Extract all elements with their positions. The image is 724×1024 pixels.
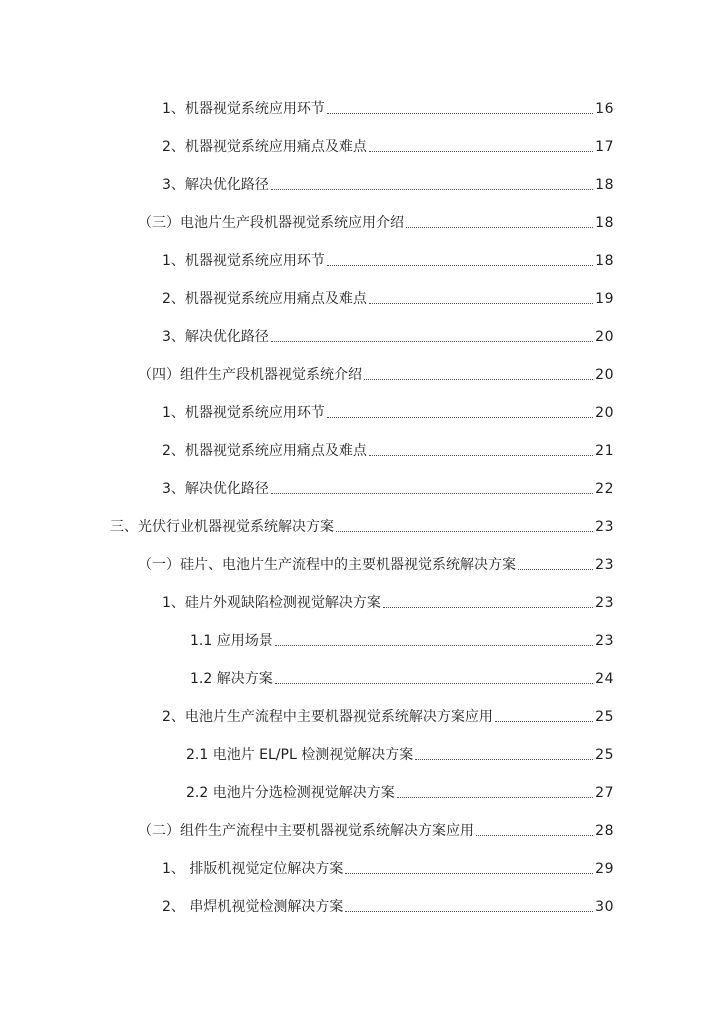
toc-entry[interactable] [138,552,614,574]
toc-dot-leader [336,531,593,532]
toc-dot-leader [327,265,593,266]
toc-entry-page: 18 [595,253,614,269]
toc-entry-page: 24 [595,671,614,687]
toc-entry-page: 21 [595,443,614,459]
toc-entry-label: （一）硅片、电池片生产流程中的主要机器视觉系统解决方案 [138,557,516,573]
toc-entry-page: 29 [595,861,614,877]
toc-entry-label: 三、光伏行业机器视觉系统解决方案 [110,519,334,535]
toc-dot-leader [369,303,593,304]
toc-dot-leader [327,417,593,418]
toc-dot-leader [275,683,593,684]
toc-entry-page: 19 [595,291,614,307]
toc-dot-leader [271,189,593,190]
toc-entry-page: 18 [595,215,614,231]
toc-dot-leader [406,227,593,228]
toc-entry-page: 20 [595,367,614,383]
toc-dot-leader [275,645,593,646]
toc-entry[interactable] [190,628,614,650]
toc-dot-leader [383,607,593,608]
toc-entry-page: 20 [595,405,614,421]
toc-entry-label: （二）组件生产流程中主要机器视觉系统解决方案应用 [138,823,474,839]
toc-entry-page: 27 [595,785,614,801]
toc-entry[interactable] [162,704,614,726]
toc-entry[interactable] [186,780,614,802]
toc-entry-page: 17 [595,139,614,155]
toc-entry-page: 28 [595,823,614,839]
toc-dot-leader [397,797,593,798]
toc-dot-leader [369,455,593,456]
toc-entry-label: 2.1 电池片 EL/PL 检测视觉解决方案 [186,747,414,763]
toc-dot-leader [476,835,593,836]
toc-entry[interactable] [110,514,614,536]
toc-entry[interactable] [162,856,614,878]
toc-entry-page: 23 [595,519,614,535]
toc-entry[interactable] [162,134,614,156]
toc-entry[interactable] [162,172,614,194]
toc-entry-label: 2.2 电池片分选检测视觉解决方案 [186,785,395,801]
toc-entry-page: 20 [595,329,614,345]
toc-entry-label: 2、机器视觉系统应用痛点及难点 [162,291,367,307]
toc-entry[interactable] [162,248,614,270]
toc-entry[interactable] [162,400,614,422]
toc-entry[interactable] [186,742,614,764]
toc-entry[interactable] [162,590,614,612]
toc-entry-page: 18 [595,177,614,193]
toc-dot-leader [345,911,593,912]
toc-entry-label: 2、电池片生产流程中主要机器视觉系统解决方案应用 [162,709,493,725]
toc-entry[interactable] [162,476,614,498]
toc-entry[interactable] [162,324,614,346]
toc-entry[interactable] [162,894,614,916]
toc-entry[interactable] [162,96,614,118]
toc-entry-page: 22 [595,481,614,497]
toc-entry-label: 1.1 应用场景 [190,633,273,649]
toc-entry-label: 1、硅片外观缺陷检测视觉解决方案 [162,595,381,611]
toc-entry[interactable] [138,362,614,384]
toc-dot-leader [415,759,593,760]
toc-entry[interactable] [138,210,614,232]
toc-dot-leader [369,151,593,152]
toc-entry-label: 2、机器视觉系统应用痛点及难点 [162,443,367,459]
toc-entry[interactable] [162,438,614,460]
toc-entry-label: （四）组件生产段机器视觉系统介绍 [138,367,362,383]
toc-dot-leader [345,873,593,874]
toc-entry[interactable] [138,818,614,840]
toc-entry-label: 3、解决优化路径 [162,329,269,345]
toc-dot-leader [518,569,593,570]
toc-entry-page: 25 [595,709,614,725]
toc-entry-label: 1、机器视觉系统应用环节 [162,253,325,269]
toc-dot-leader [327,113,593,114]
toc-entry-label: （三）电池片生产段机器视觉系统应用介绍 [138,215,404,231]
toc-entry-label: 3、解决优化路径 [162,177,269,193]
toc-entry[interactable] [162,286,614,308]
toc-dot-leader [271,341,593,342]
toc-dot-leader [364,379,593,380]
toc-entry-label: 3、解决优化路径 [162,481,269,497]
toc-entry-page: 25 [595,747,614,763]
toc-entry-page: 23 [595,633,614,649]
toc-dot-leader [271,493,593,494]
toc-entry-label: 1、机器视觉系统应用环节 [162,405,325,421]
toc-entry-page: 30 [595,899,614,915]
toc-entry[interactable] [190,666,614,688]
toc-entry-page: 16 [595,101,614,117]
toc-entry-label: 2、 串焊机视觉检测解决方案 [162,899,344,915]
toc-entry-page: 23 [595,595,614,611]
toc-entry-page: 23 [595,557,614,573]
toc-entry-label: 2、机器视觉系统应用痛点及难点 [162,139,367,155]
toc-entry-label: 1、机器视觉系统应用环节 [162,101,325,117]
toc-entry-label: 1、 排版机视觉定位解决方案 [162,861,344,877]
toc-dot-leader [495,721,593,722]
toc-entry-label: 1.2 解决方案 [190,671,273,687]
